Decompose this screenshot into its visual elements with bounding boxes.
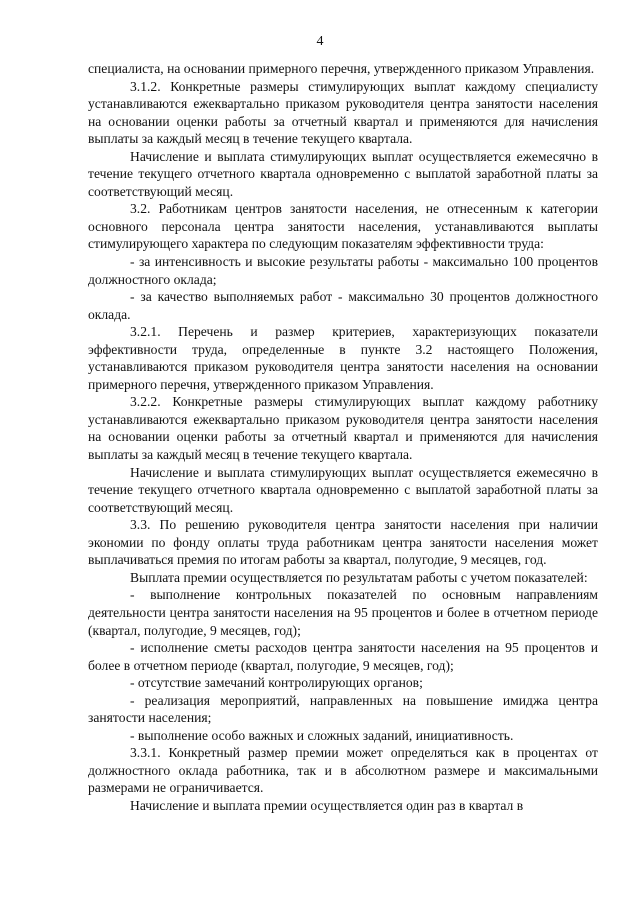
paragraph: Выплата премии осуществляется по результатам работы с учетом показателей: bbox=[130, 569, 588, 585]
paragraph: 3.2.1. Перечень и размер критериев, характеризующих показатели эффективности труда, определенные в пункте 3.2 настоящего Положения, устанавливаются приказом руководителя центра занятости населения на основании примерного перечня, утвержденного приказом Управления. bbox=[88, 324, 598, 392]
paragraph: Начисление и выплата стимулирующих выплат осуществляется ежемесячно в течение текущего отчетного квартала одновременно с выплатой заработной платы за соответствующий месяц. bbox=[88, 148, 598, 199]
paragraph: - выполнение особо важных и сложных заданий, инициативность. bbox=[130, 727, 514, 743]
paragraph: - за качество выполняемых работ - максимально 30 процентов должностного оклада. bbox=[88, 289, 598, 322]
paragraph: 3.3.1. Конкретный размер премии может определяться как в процентах от должностного оклада работника, так и в абсолютном размере и максимальными размерами не ограничивается. bbox=[88, 745, 598, 796]
paragraph: Начисление и выплата стимулирующих выплат осуществляется ежемесячно в течение текущего отчетного квартала одновременно с выплатой заработной платы за соответствующий месяц. bbox=[88, 464, 598, 515]
paragraph: Начисление и выплата премии осуществляется один раз в квартал в bbox=[130, 797, 524, 813]
paragraph: - отсутствие замечаний контролирующих органов; bbox=[130, 675, 423, 691]
paragraph: 3.1.2. Конкретные размеры стимулирующих выплат каждому специалисту устанавливаются ежеквартально приказом руководителя центра занятости населения на основании оценки работы за отчетный квартал и применяются для начисления выплаты за каждый месяц в течение текущего квартала. bbox=[88, 78, 598, 147]
paragraph: специалиста, на основании примерного перечня, утвержденного приказом Управления. bbox=[88, 61, 595, 76]
paragraph: 3.2. Работникам центров занятости населения, не отнесенным к категории основного персонала центра занятости населения, устанавливаются выплаты стимулирующего характера по следующим показателям эффективности труда: bbox=[88, 201, 598, 252]
document-body bbox=[88, 60, 598, 815]
paragraph: 3.3. По решению руководителя центра занятости населения при наличии экономии по фонду оплаты труда работникам центра занятости населения может выплачиваться премия по итогам работы за квартал, полугодие, 9 месяцев, год. bbox=[88, 517, 598, 568]
paragraph: - выполнение контрольных показателей по основным направлениям деятельности центра занятости населения на 95 процентов и более в отчетном периоде (квартал, полугодие, 9 месяцев, год); bbox=[88, 587, 598, 638]
paragraph: - реализация мероприятий, направленных на повышение имиджа центра занятости населения; bbox=[88, 692, 598, 726]
paragraph: 3.2.2. Конкретные размеры стимулирующих выплат каждому работнику устанавливаются ежеквартально приказом руководителя центра занятости населения на основании оценки работы за отчетный квартал и применяются для начисления выплаты за каждый месяц в течение текущего квартала. bbox=[88, 394, 598, 463]
page-number: 4 bbox=[316, 34, 324, 49]
paragraph: - исполнение сметы расходов центра занятости населения на 95 процентов и более в отчетном периоде (квартал, полугодие, 9 месяцев, год); bbox=[88, 640, 598, 673]
paragraph: - за интенсивность и высокие результаты работы - максимально 100 процентов должностного оклада; bbox=[88, 254, 598, 287]
